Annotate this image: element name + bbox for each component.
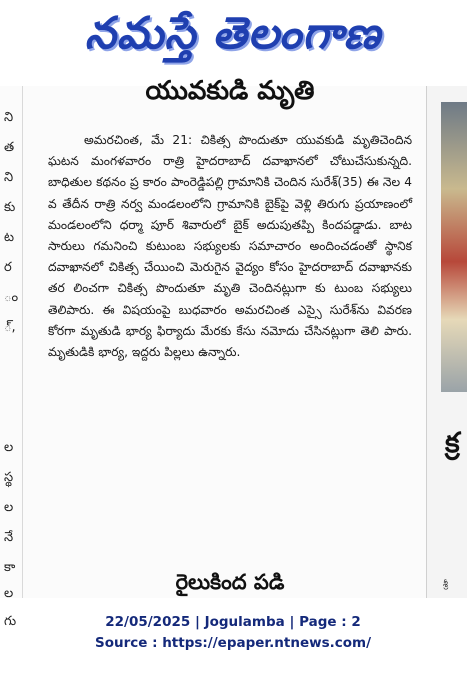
left-column-text: స్థ bbox=[4, 470, 14, 485]
right-column-caption: శ్రీ bbox=[443, 580, 448, 590]
clipping-footer bbox=[0, 612, 466, 654]
newspaper-logo: నమస్తే తెలంగాణ bbox=[84, 8, 382, 59]
left-column-text: ం bbox=[4, 290, 19, 305]
left-column-text: ని bbox=[4, 170, 14, 185]
news-article bbox=[44, 76, 416, 598]
left-column-text: కా bbox=[4, 560, 16, 575]
left-column-text: ర bbox=[4, 260, 12, 275]
left-column-text: గు bbox=[4, 614, 17, 629]
left-column-text: ట bbox=[4, 230, 15, 245]
source-link[interactable]: Source : https://epaper.ntnews.com/ bbox=[94, 635, 372, 651]
article-headline bbox=[44, 76, 416, 116]
left-column-text: ల bbox=[4, 440, 14, 455]
left-column-text: నే bbox=[4, 530, 14, 545]
left-column-text: ల bbox=[4, 500, 14, 515]
news-photo bbox=[441, 102, 467, 392]
left-column-text: ని bbox=[4, 110, 14, 125]
masthead bbox=[0, 0, 466, 78]
right-column-fragment bbox=[426, 86, 467, 598]
next-article-headline: రైలుకింద పడి bbox=[175, 570, 285, 594]
left-column-text: త bbox=[4, 140, 15, 155]
left-column-text: కు bbox=[4, 200, 16, 215]
right-column-headline: క్ర bbox=[445, 426, 460, 459]
article-body: అమరచింత, మే 21: చికిత్స పొందుతూ యువకుడి మృతిచెందిన ఘటన మంగళవారం రాత్రి హైదరాబాద్ దవాఖానలో చోటుచేసుకున్నది. బాధితుల కథనం ప్ర కారం పాంరెడ్డిపల్లి గ్రామానికి చెందిన సురేశ్(35) ఈ నెల 4 వ తేదీన రాత్రి నర్వ మండలంలోని గ్రామానికి బైక్‌పై వెళ్లి తిరుగు ప్రయాణంలో మండలంలోని ధర్మా పూర్ శివారులో బైక్ అదుపుతప్పి కిందపడ్డాడు. బాట సారులు గమనించి కుటుంబ సభ్యులకు సమాచారం అందించడంతో స్థానిక దవాఖానలో చికిత్స చేయించి మెరుగైన వైద్యం కోసం హైదరాబాద్ దవాఖానకు తర లించగా చికిత్స పొందుతూ మృతి చెందినట్లుగా కు టుంబ సభ్యులు తెలిపారు. ఈ విషయంపై బుధవారం అమరచింత ఎస్సై సురేశ్‌ను వివరణ కోరగా మృతుడి భార్య ఫిర్యాదు మేరకు కేసు నమోదు చేసినట్లుగా తెలి పారు. మృతుడికి భార్య, ఇద్దరు పిల్లలు ఉన్నారు. bbox=[48, 133, 412, 360]
left-column-fragment bbox=[0, 86, 23, 629]
left-column-text: ల bbox=[4, 586, 14, 601]
edition-info: 22/05/2025 | Jogulamba | Page : 2 bbox=[105, 614, 361, 630]
article-headline-text: యువకుడి మృతి bbox=[145, 76, 315, 106]
left-column-text: ్, bbox=[4, 320, 16, 335]
